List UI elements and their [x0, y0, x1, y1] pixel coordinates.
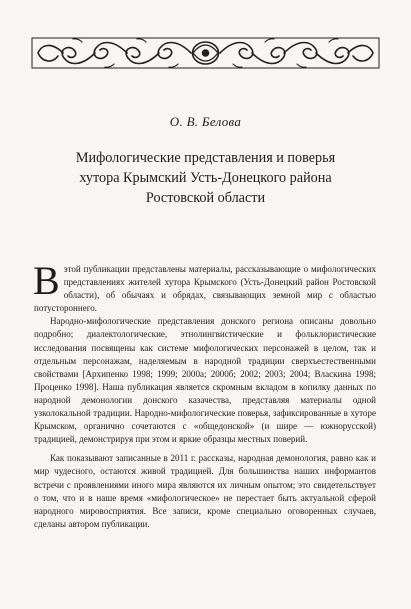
decorative-ornament-header — [28, 34, 383, 72]
author-name: О. В. Белова — [169, 114, 242, 129]
paragraph: Народно-мифологические представления донского региона описаны довольно подробно; диалектологические, этнолингвистические и фольклористические исследования посвящены как системе мифологических персонажей в целом, так и отдельным персонажам, наделяемым в народной традиции сверхъестественными свойствами [Архипенко 1998; 1999; 2000a; 2000б; 2002; 2003; 2004; Власкина 1998; Проценко 1998]. Наша публикация является скромным вкладом в копилку данных по народной демонологии донского казачества, представляя материалы одной узколокальной традиции. Народно-мифологические поверья, зафиксированные в хуторе Крымском, органично сочетаются с «общедонской» (и шире — южнорусской) традицией, демонстрируя при этом и яркие образцы местных поверий. — [34, 316, 376, 445]
title-line: Мифологические представления и поверья — [75, 150, 336, 166]
paragraph-text: этой публикации представлены материалы, рассказывающие о мифологических представлениях жителей хутора Крымского (Усть-Донецкий район Ростовской области), об обычаях и обрядах, связывающих земной мир с областью потустороннего. — [34, 264, 376, 314]
paragraph — [33, 258, 376, 315]
article-body — [33, 258, 376, 531]
drop-cap: В — [33, 258, 60, 303]
title-line: хутора Крымский Усть-Донецкого района — [79, 170, 332, 186]
paragraph: Как показывают записанные в 2011 г. рассказы, народная демонология, равно как и мир чудесного, остаются живой традицией. Для большинства наших информантов встречи с проявлениями иного мира являются их личным опытом; это свидетельствует о том, что и в наше время «мифологическое» не перестает быть актуальной сферой народного мировосприятия. Все записи, кроме специально оговоренных случаев, сделаны автором публикации. — [34, 453, 376, 529]
title-line: Ростовской области — [145, 190, 266, 206]
article-title — [40, 148, 371, 208]
